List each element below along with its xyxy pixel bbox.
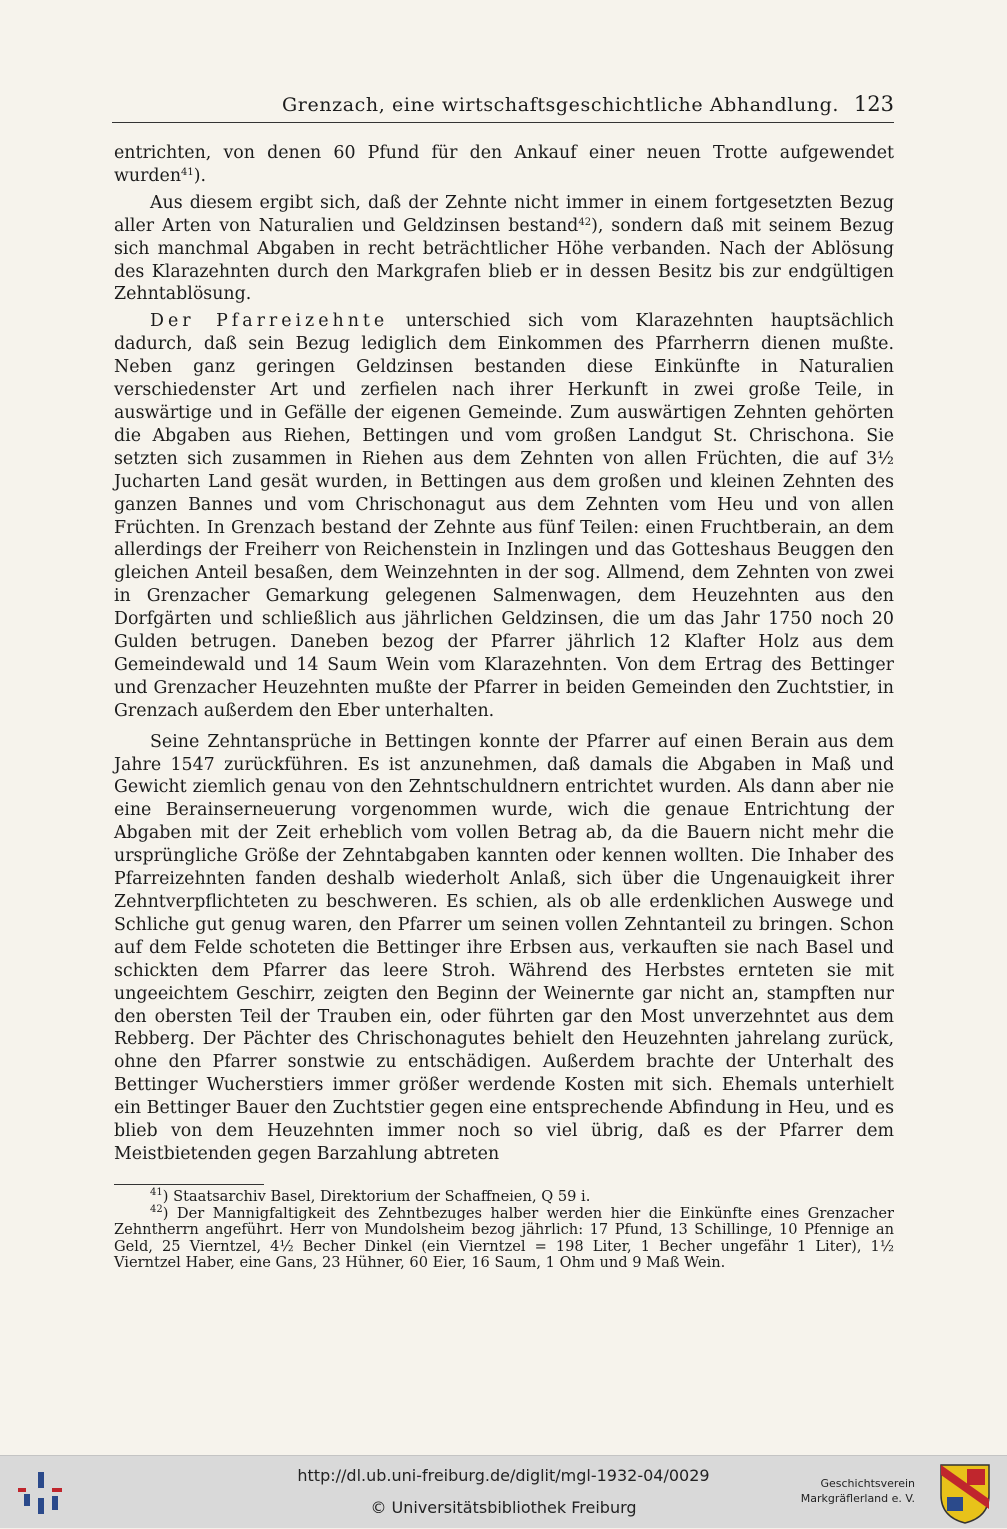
footnote-42: $^{42}$) Der Mannigfaltigkeit des Zehntbezuges halber werden hier die Einkünfte eines Grenzacher Zehntherrn angeführt. Herr von Mundolsheim bezog jährlich: 17 Pfund, 13 Schillinge, 10 Pfennige an Geld, 25 Vierntzel, 4½ Becher Dinkel (ein Vierntzel = 198 Liter, 1 Becher ungefähr 1 Liter), 1½ Vierntzel Haber, eine Gans, 23 Hühner, 60 Eier, 16 Saum, 1 Ohm und 9 Maß Wein.	[114, 1203, 894, 1272]
emphasized-term: Der Pfarreizehnte	[150, 311, 389, 332]
permalink-url[interactable]: http://dl.ub.uni-freiburg.de/diglit/mgl-1932-04/0029	[297, 1466, 710, 1485]
paragraph-3: Der Pfarreizehnte unterschied sich vom Klarazehnten hauptsächlich dadurch, daß sein Bezug lediglich dem Einkommen des Pfarrherrn dienen mußte. Neben ganz geringen Geldzinsen bestanden diese Einkünfte in Naturalien verschiedenster Art und zerfielen nach ihrer Herkunft in zwei große Teile, in auswärtige und in Gefälle der eigenen Gemeinde. Zum auswärtigen Zehnten gehörten die Abgaben aus Riehen, Bettingen und vom großen Landgut St. Chrischona. Sie setzten sich zusammen in Riehen aus dem Zehnten von allen Früchten, die auf 3½ Jucharten Land gesät wurden, in Bettingen aus dem großen und kleinen Zehnten des ganzen Bannes und vom Chrischonagut aus dem Zehnten vom Heu und von allen Früchten. In Grenzach bestand der Zehnte aus fünf Teilen: einen Fruchtberain, an dem allerdings der Freiherr von Reichenstein in Inzlingen und das Gotteshaus Beuggen den gleichen Anteil besaßen, dem Weinzehnten in der sog. Allmend, dem Zehnten von zwei in Grenzacher Gemarkung gelegenen Salmenwagen, dem Heuzehnten aus den Dorfgärten und schließlich aus jährlichen Geldzinsen, die um das Jahr 1750 noch 20 Gulden betrugen. Daneben bezog der Pfarrer jährlich 12 Klafter Holz aus dem Gemeindewald und 14 Saum Wein vom Klarazehnten. Von dem Ertrag des Bettinger und Grenzacher Heuzehnten mußte der Pfarrer in beiden Gemeinden den Zuchtstier, in Grenzach außerdem den Eber unterhalten.	[114, 311, 894, 721]
copyright-notice: © Universitätsbibliothek Freiburg	[370, 1498, 637, 1517]
footnotes	[114, 1189, 894, 1272]
viewer-footer	[0, 1455, 1007, 1528]
paragraph-2: Aus diesem ergibt sich, daß der Zehnte nicht immer in einem fortgesetzten Bezug aller Arten von Naturalien und Geldzinsen bestand$^{42}$), sondern daß mit seinem Bezug sich manchmal Abgaben in recht beträchtlicher Höhe verbanden. Nach der Ablösung des Klarazehnten durch den Markgrafen blieb er in dessen Besitz bis zur endgültigen Zehntablösung.	[114, 192, 894, 305]
running-title: Grenzach, eine wirtschaftsgeschichtliche Abhandlung.	[282, 94, 840, 116]
page-number: 123	[853, 92, 894, 116]
footnote-divider	[114, 1184, 264, 1185]
footnote-41: $^{41}$) Staatsarchiv Basel, Direktorium der Schaffneien, Q 59 i.	[150, 1187, 591, 1205]
coat-of-arms-icon[interactable]	[937, 1461, 993, 1525]
paragraph-4: Seine Zehntansprüche in Bettingen konnte der Pfarrer auf einen Berain aus dem Jahre 1547 zurückführen. Es ist anzunehmen, daß damals die Abgaben in Maß und Gewicht ziemlich genau von den Zehntschuldnern entrichtet wurden. Als dann aber nie eine Berainserneuerung vorgenommen wurde, wich die genaue Entrichtung der Abgaben mit der Zeit erheblich vom vollen Betrag ab, da die Bauern nicht mehr die ursprüngliche Größe der Zehntabgaben kannten oder kennen wollten. Die Inhaber des Pfarreizehnten fanden deshalb wiederholt Anlaß, sich über die Ungenauigkeit ihrer Zehntverpflichteten zu beschweren. Es schien, als ob alle erdenklichen Auswege und Schliche gut genug waren, den Pfarrer um seinen vollen Zehntanteil zu bringen. Schon auf dem Felde schoteten die Bettinger ihre Erbsen aus, verkauften sie nach Basel und schickten dem Pfarrer das leere Stroh. Während des Herbstes ernteten sie mit ungeeichtem Geschirr, zeigten den Beginn der Weinernte gar nicht an, stampften nur den obersten Teil der Trauben ein, oder führten gar den Most unverzehntet aus dem Rebberg. Der Pächter des Chrischonagutes behielt den Heuzehnten jahrelang zurück, ohne den Pfarrer sonstwie zu entschädigen. Außerdem brachte der Unterhalt des Bettinger Wucherstiers immer größer werdende Kosten mit sich. Ehemals unterhielt ein Bettinger Bauer den Zuchtstier gegen eine entsprechende Abfindung in Heu, und es blieb von dem Heuzehnten immer noch so viel übrig, daß es der Pfarrer dem Meistbietenden gegen Barzahlung abtreten	[114, 731, 894, 1164]
page-header	[112, 92, 894, 123]
body-text	[114, 142, 894, 1166]
paragraph-1: entrichten, von denen 60 Pfund für den Ankauf einer neuen Trotte aufgewendet wurden$^{41}$).	[114, 143, 894, 186]
society-name: Geschichtsverein Markgräflerland e. V.	[800, 1477, 915, 1505]
footnote-ref-42: 42	[578, 216, 592, 228]
footnote-ref-41: 41	[181, 166, 194, 178]
